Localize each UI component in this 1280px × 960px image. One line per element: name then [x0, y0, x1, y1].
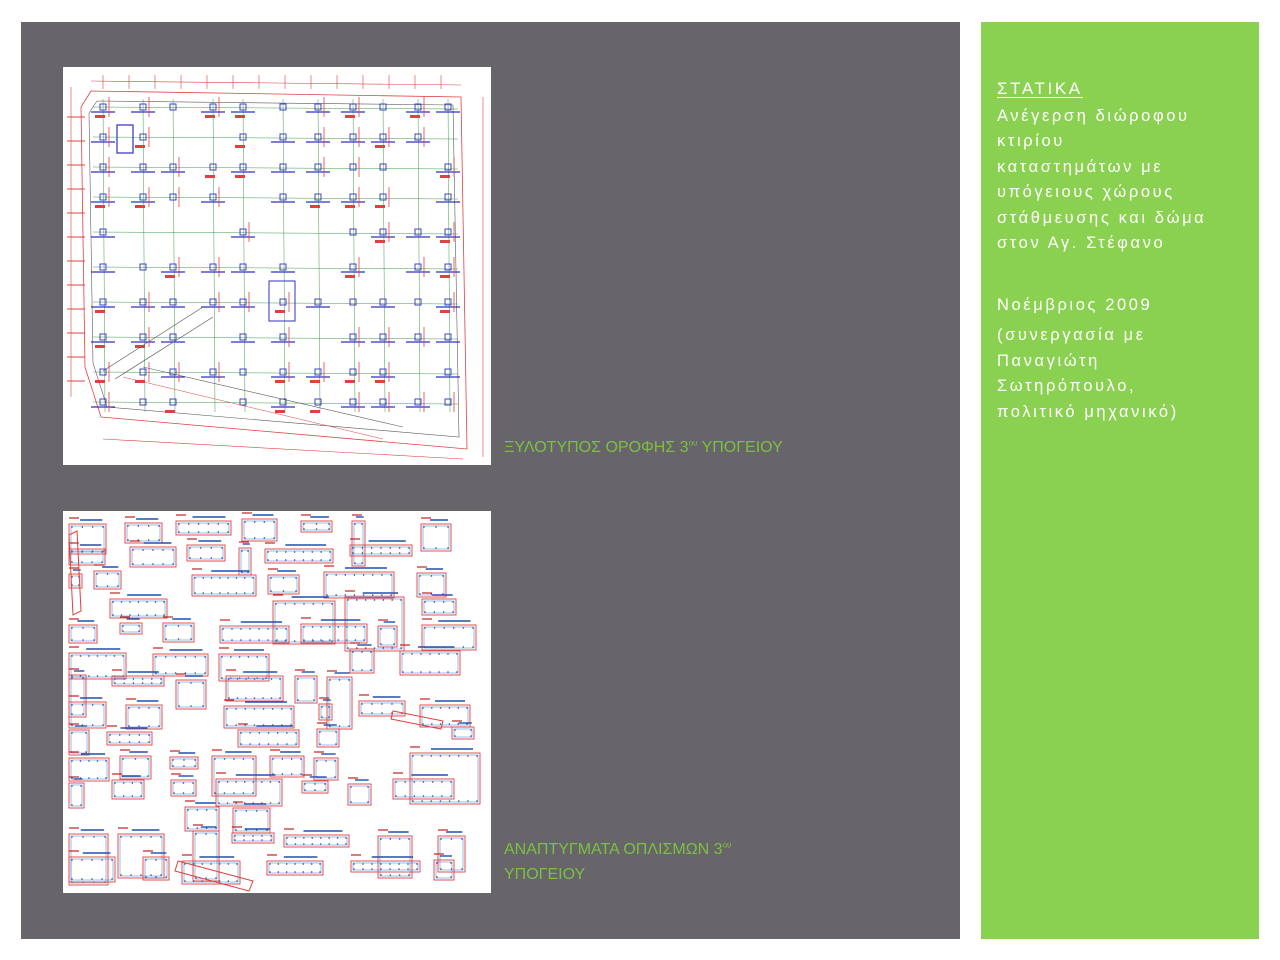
section-heading: ΣΤΑΤΙΚΑ — [997, 79, 1083, 98]
collaboration-line: Σωτηρόπουλο, — [997, 377, 1137, 395]
caption-text: ΑΝΑΠΤΥΓΜΑΤΑ ΟΠΛΙΣΜΩΝ 3 — [504, 841, 723, 858]
caption-text-tail: ΥΠΟΓΕΙΟΥ — [504, 866, 586, 883]
project-description — [997, 76, 1257, 425]
caption-text-tail: ΥΠΟΓΕΙΟΥ — [697, 439, 783, 456]
description-line: στον Αγ. Στέφανο — [997, 234, 1166, 252]
figure-caption-reinforcement — [504, 837, 794, 887]
collaboration-line: Παναγιώτη — [997, 351, 1100, 370]
caption-text: ΞΥΛΟΤΥΠΟΣ ΟΡΟΦΗΣ 3 — [504, 439, 689, 456]
collaboration-line: (συνεργασία με — [997, 326, 1146, 344]
spacer — [997, 257, 1257, 293]
formwork-plan-image — [63, 67, 491, 465]
description-line: καταστημάτων με — [997, 157, 1164, 176]
project-date: Νοέμβριος 2009 — [997, 295, 1153, 314]
description-line: κτιρίου — [997, 132, 1065, 150]
description-line: στάθμευσης και δώμα — [997, 208, 1207, 227]
description-line: Ανέγερση διώροφου — [997, 106, 1190, 125]
collaboration-line: πολιτικό μηχανικό) — [997, 402, 1179, 421]
figure-caption-formwork — [504, 435, 934, 460]
caption-superscript: ου — [688, 438, 698, 448]
reinforcement-details-image — [63, 511, 491, 893]
description-line: υπόγειους χώρους — [997, 183, 1175, 201]
caption-superscript: ου — [722, 840, 732, 850]
